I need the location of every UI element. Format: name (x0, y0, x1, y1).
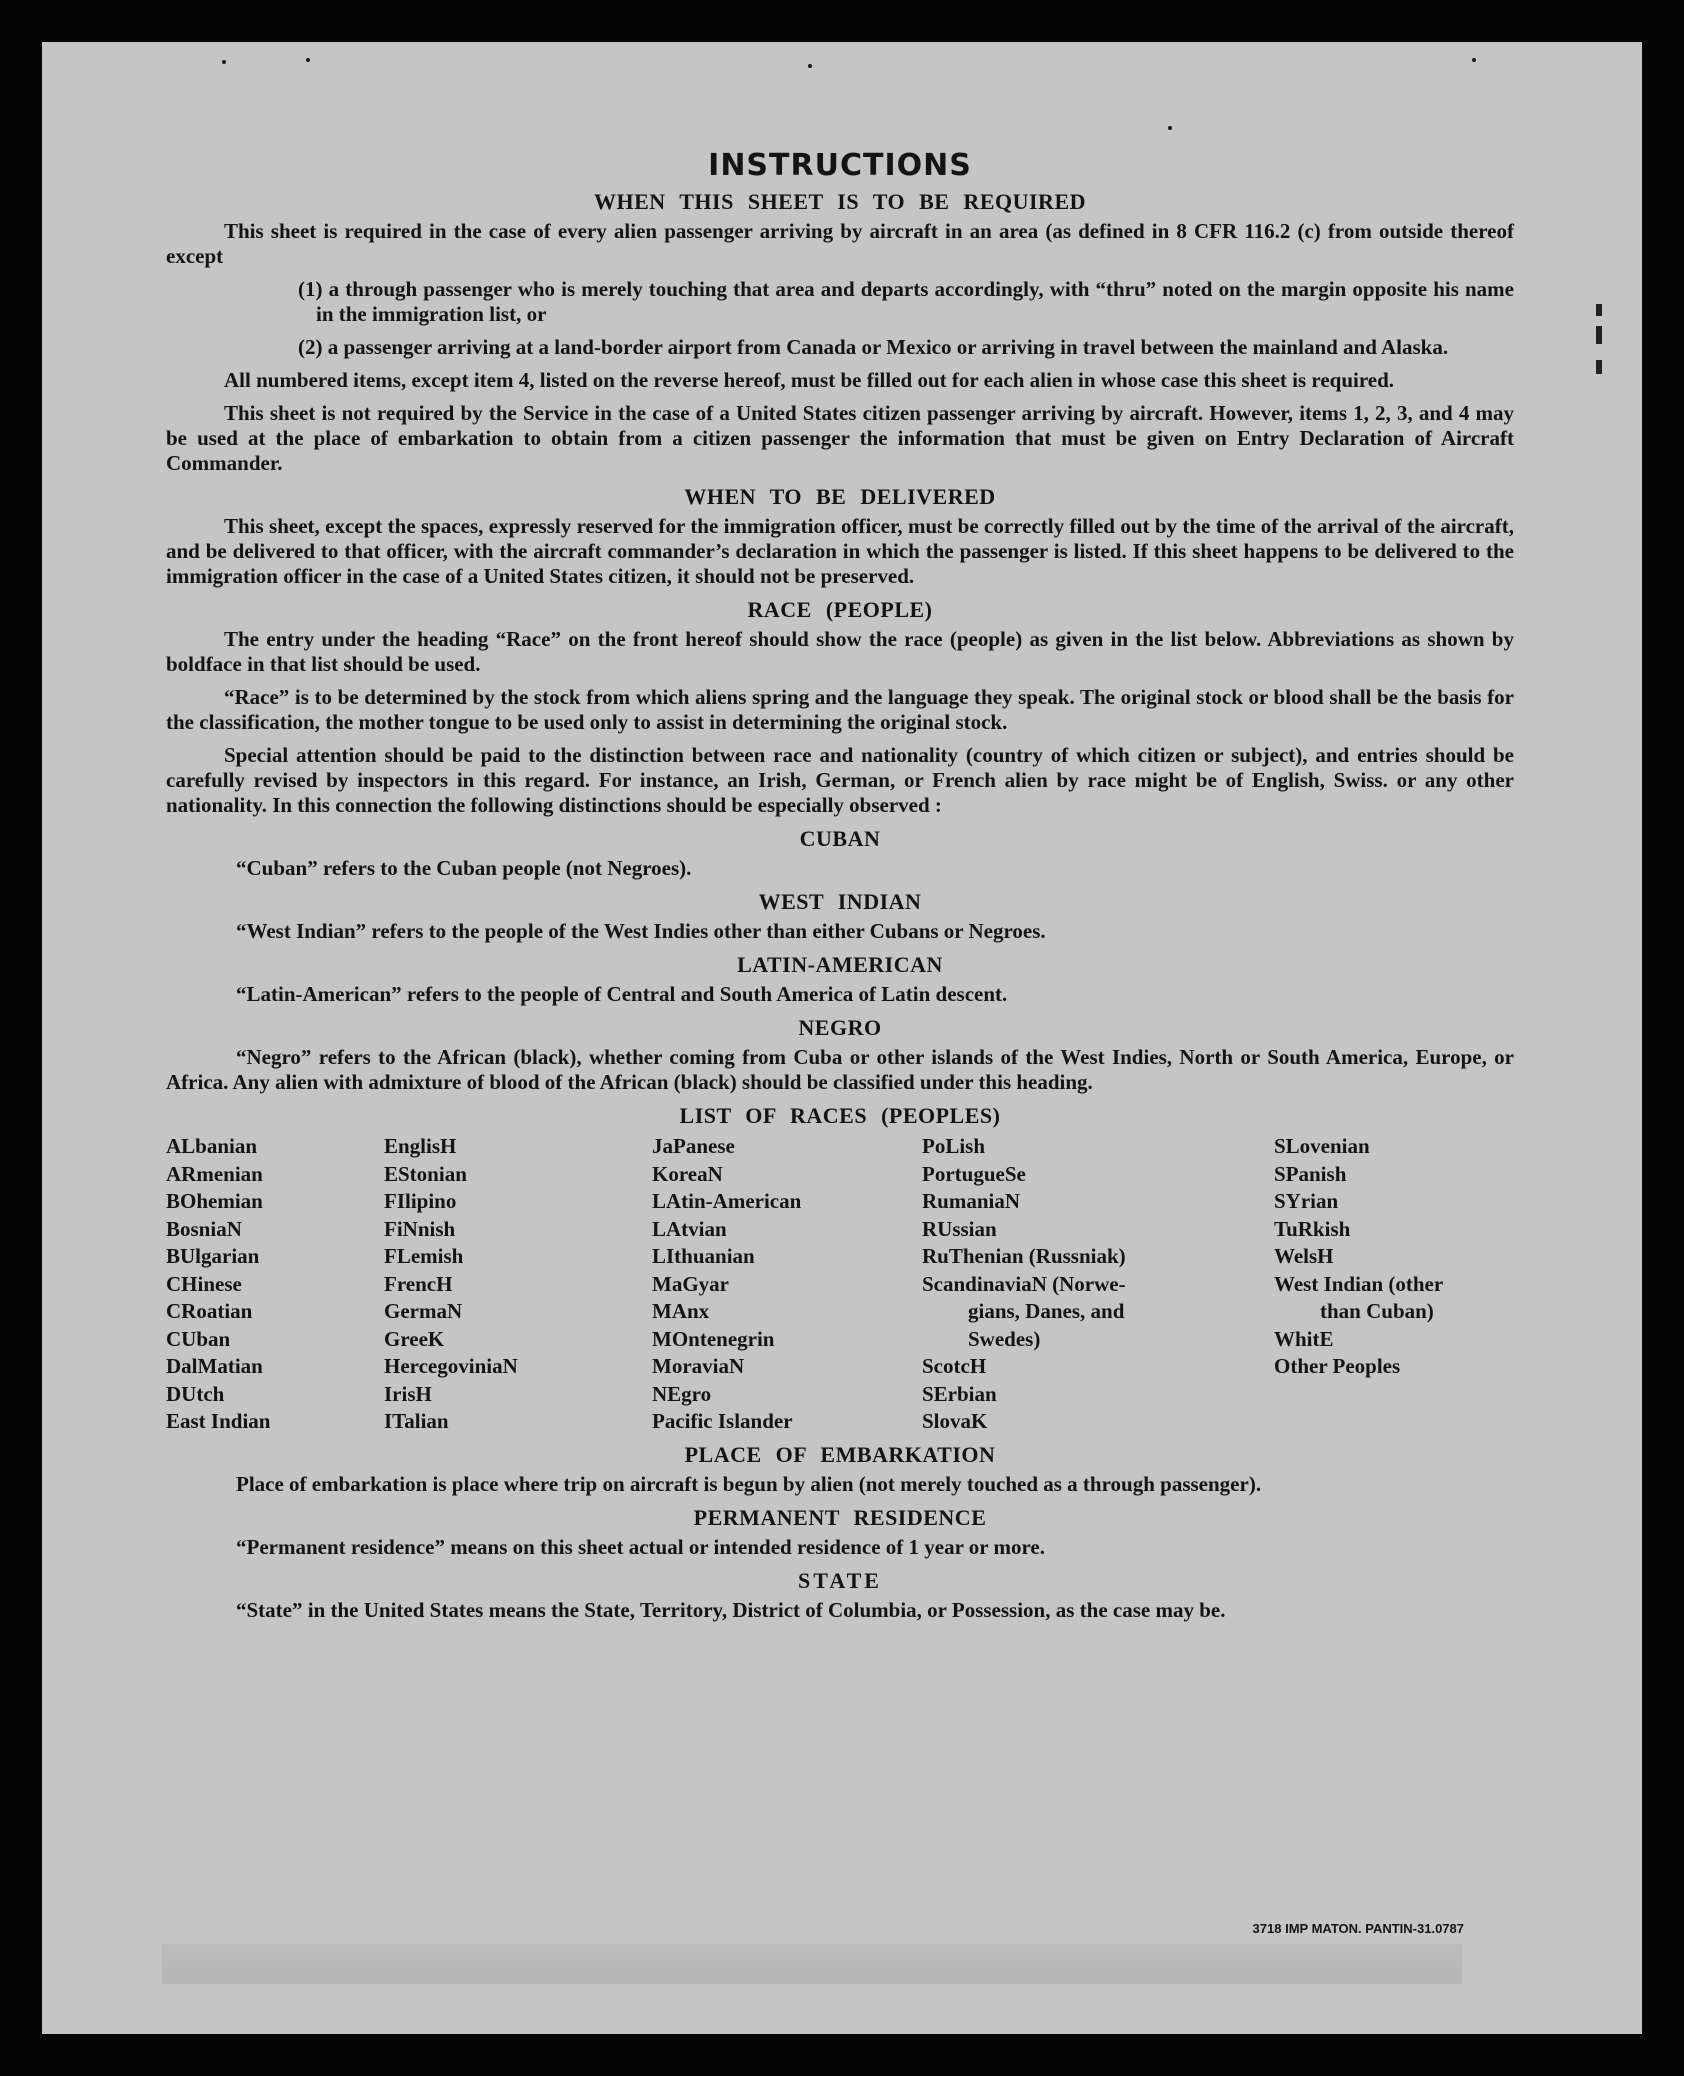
paper-speck (1472, 58, 1476, 62)
numbered-item-2: (2) a passenger arriving at a land-border airport from Canada or Mexico or arriving in travel between the mainland and Alaska. (298, 335, 1449, 359)
race-item: TuRkish (1274, 1216, 1351, 1241)
race-item: NEgro (652, 1381, 712, 1406)
heading-when-required: WHEN THIS SHEET IS TO BE REQUIRED (593, 189, 1087, 214)
race-item-continuation: than Cuban) (1320, 1299, 1434, 1323)
heading-west-indian: WEST INDIAN (758, 889, 922, 914)
race-item: SLovenian (1274, 1134, 1370, 1158)
race-item: LIthuanian (652, 1244, 755, 1268)
printer-code: 3718 IMP MATON. PANTIN-31.0787 (1252, 1921, 1464, 1936)
edge-mark (1596, 304, 1602, 374)
race-item: RuThenian (Russniak) (922, 1244, 1126, 1268)
race-item: SPanish (1274, 1161, 1347, 1186)
definition-cuban: “Cuban” refers to the Cuban people (not Negroes). (236, 856, 692, 880)
paper-speck (306, 58, 310, 62)
page-title: INSTRUCTIONS (708, 148, 972, 183)
paragraph: Special attention should be paid to the distinction between race and nationality (country of which citizen or subject), and entries should be carefully revised by inspectors in this regard. For instance, an Irish, German, or French alien by race might be of English, Swiss. or any other nationality. In this connection the following distinctions should be especially observed : (166, 743, 1514, 817)
heading-latin-american: LATIN-AMERICAN (737, 952, 943, 977)
definition-latin-american: “Latin-American” refers to the people of Central and South America of Latin descent. (236, 982, 1008, 1006)
race-column (922, 1133, 1274, 1436)
race-item: West Indian (other (1274, 1271, 1444, 1296)
paper-speck (1168, 126, 1172, 130)
race-item: KoreaN (652, 1161, 723, 1186)
race-column (1274, 1133, 1514, 1436)
race-item: WelsH (1274, 1244, 1334, 1268)
race-item-continuation: gians, Danes, and (968, 1299, 1125, 1323)
paragraph: All numbered items, except item 4, listed on the reverse hereof, must be filled out for each alien in whose case this sheet is required. (224, 368, 1395, 392)
paragraph: This sheet, except the spaces, expressly reserved for the immigration officer, must be correctly filled out by the time of the arrival of the aircraft, and be delivered to that officer, with the aircraft commander’s declaration in which the passenger is listed. If this sheet happens to be delivered to the immigration officer in the case of a United States citizen, it should not be preserved. (166, 514, 1514, 588)
race-item: FrencH (384, 1271, 453, 1296)
paper-speck (808, 64, 812, 68)
race-item: CHinese (166, 1271, 242, 1296)
heading-negro: NEGRO (798, 1015, 882, 1040)
race-item: EnglisH (384, 1134, 457, 1158)
race-item: BosniaN (166, 1216, 242, 1241)
race-item: PortugueSe (922, 1161, 1026, 1186)
paper-speck (222, 60, 226, 64)
race-item: RumaniaN (922, 1189, 1021, 1213)
race-item: MOntenegrin (652, 1326, 775, 1351)
race-item: ScotcH (922, 1354, 987, 1378)
race-item: PoLish (922, 1134, 986, 1158)
race-item: RUssian (922, 1216, 997, 1241)
race-item: DalMatian (166, 1354, 263, 1378)
heading-race: RACE (PEOPLE) (747, 597, 933, 622)
race-item: MoraviaN (652, 1354, 745, 1378)
paragraph: The entry under the heading “Race” on the front hereof should show the race (people) as given in the list below. Abbreviations as shown by boldface in that list should be used. (166, 627, 1514, 676)
race-item: GermaN (384, 1299, 463, 1323)
race-list (166, 1133, 1514, 1436)
race-item: MaGyar (652, 1271, 729, 1296)
race-item: BUlgarian (166, 1244, 260, 1268)
definition-state: “State” in the United States means the State, Territory, District of Columbia, or Possession, as the case may be. (236, 1597, 1226, 1622)
race-item: GreeK (384, 1326, 445, 1351)
race-item: JaPanese (652, 1134, 735, 1158)
race-column (384, 1133, 652, 1436)
paragraph: This sheet is not required by the Service in the case of a United States citizen passenger arriving by aircraft. However, items 1, 2, 3, and 4 may be used at the place of embarkation to obtain from a citizen passenger the information that must be given on Entry Declaration of Aircraft Commander. (166, 401, 1514, 475)
race-item: SErbian (922, 1381, 997, 1406)
heading-state: STATE (798, 1567, 882, 1593)
race-item: EStonian (384, 1161, 467, 1186)
race-item-continuation: Swedes) (968, 1326, 1041, 1351)
heading-cuban: CUBAN (799, 826, 881, 851)
race-item: ITalian (384, 1409, 449, 1433)
document-page (42, 42, 1642, 2034)
bleed-through-text (162, 1944, 1462, 1984)
race-item: ALbanian (166, 1134, 258, 1158)
race-item: FLemish (384, 1244, 464, 1268)
paragraph: This sheet is required in the case of every alien passenger arriving by aircraft in an area (as defined in 8 CFR 116.2 (c) from outside thereof except (166, 219, 1514, 268)
race-item: WhitE (1274, 1326, 1334, 1351)
race-item: ARmenian (166, 1161, 263, 1186)
definition-embarkation: Place of embarkation is place where trip on aircraft is begun by alien (not merely touched as a through passenger). (236, 1471, 1262, 1496)
race-item: ScandinaviaN (Norwe- (922, 1271, 1126, 1296)
race-item: LAtin-American (652, 1189, 802, 1213)
race-item: BOhemian (166, 1189, 263, 1213)
race-item: LAtvian (652, 1216, 727, 1241)
race-item: HercegoviniaN (384, 1354, 518, 1378)
heading-list-of-races: LIST OF RACES (PEOPLES) (679, 1103, 1001, 1128)
heading-permanent-residence: PERMANENT RESIDENCE (693, 1504, 987, 1530)
heading-place-of-embarkation: PLACE OF EMBARKATION (684, 1441, 996, 1467)
definition-residence: “Permanent residence” means on this sheet actual or intended residence of 1 year or more. (236, 1534, 1045, 1559)
numbered-item-1: (1) a through passenger who is merely touching that area and departs accordingly, with “thru” noted on the margin opposite his name in the immigration list, or (298, 277, 1514, 326)
race-item: Pacific Islander (652, 1409, 793, 1433)
race-item: FiNnish (384, 1216, 456, 1241)
race-item: DUtch (166, 1381, 225, 1406)
race-item: FIlipino (384, 1189, 457, 1213)
definition-negro: “Negro” refers to the African (black), whether coming from Cuba or other islands of the West Indies, North or South America, Europe, or Africa. Any alien with admixture of blood of the African (black) should be classified under this heading. (166, 1045, 1514, 1094)
race-column (166, 1133, 384, 1436)
race-column (652, 1133, 922, 1436)
paragraph: “Race” is to be determined by the stock from which aliens spring and the language they speak. The original stock or blood shall be the basis for the classification, the mother tongue to be used only to assist in determining the original stock. (166, 685, 1514, 734)
race-item: Other Peoples (1274, 1354, 1401, 1378)
race-item: SlovaK (922, 1409, 988, 1433)
definition-west-indian: “West Indian” refers to the people of the West Indies other than either Cubans or Negroes. (236, 919, 1046, 943)
race-item: East Indian (166, 1409, 271, 1433)
race-item: CRoatian (166, 1299, 253, 1323)
race-item: SYrian (1274, 1189, 1339, 1213)
race-item: CUban (166, 1326, 231, 1351)
race-item: MAnx (652, 1299, 710, 1323)
race-item: IrisH (384, 1381, 432, 1406)
heading-when-delivered: WHEN TO BE DELIVERED (684, 484, 996, 509)
